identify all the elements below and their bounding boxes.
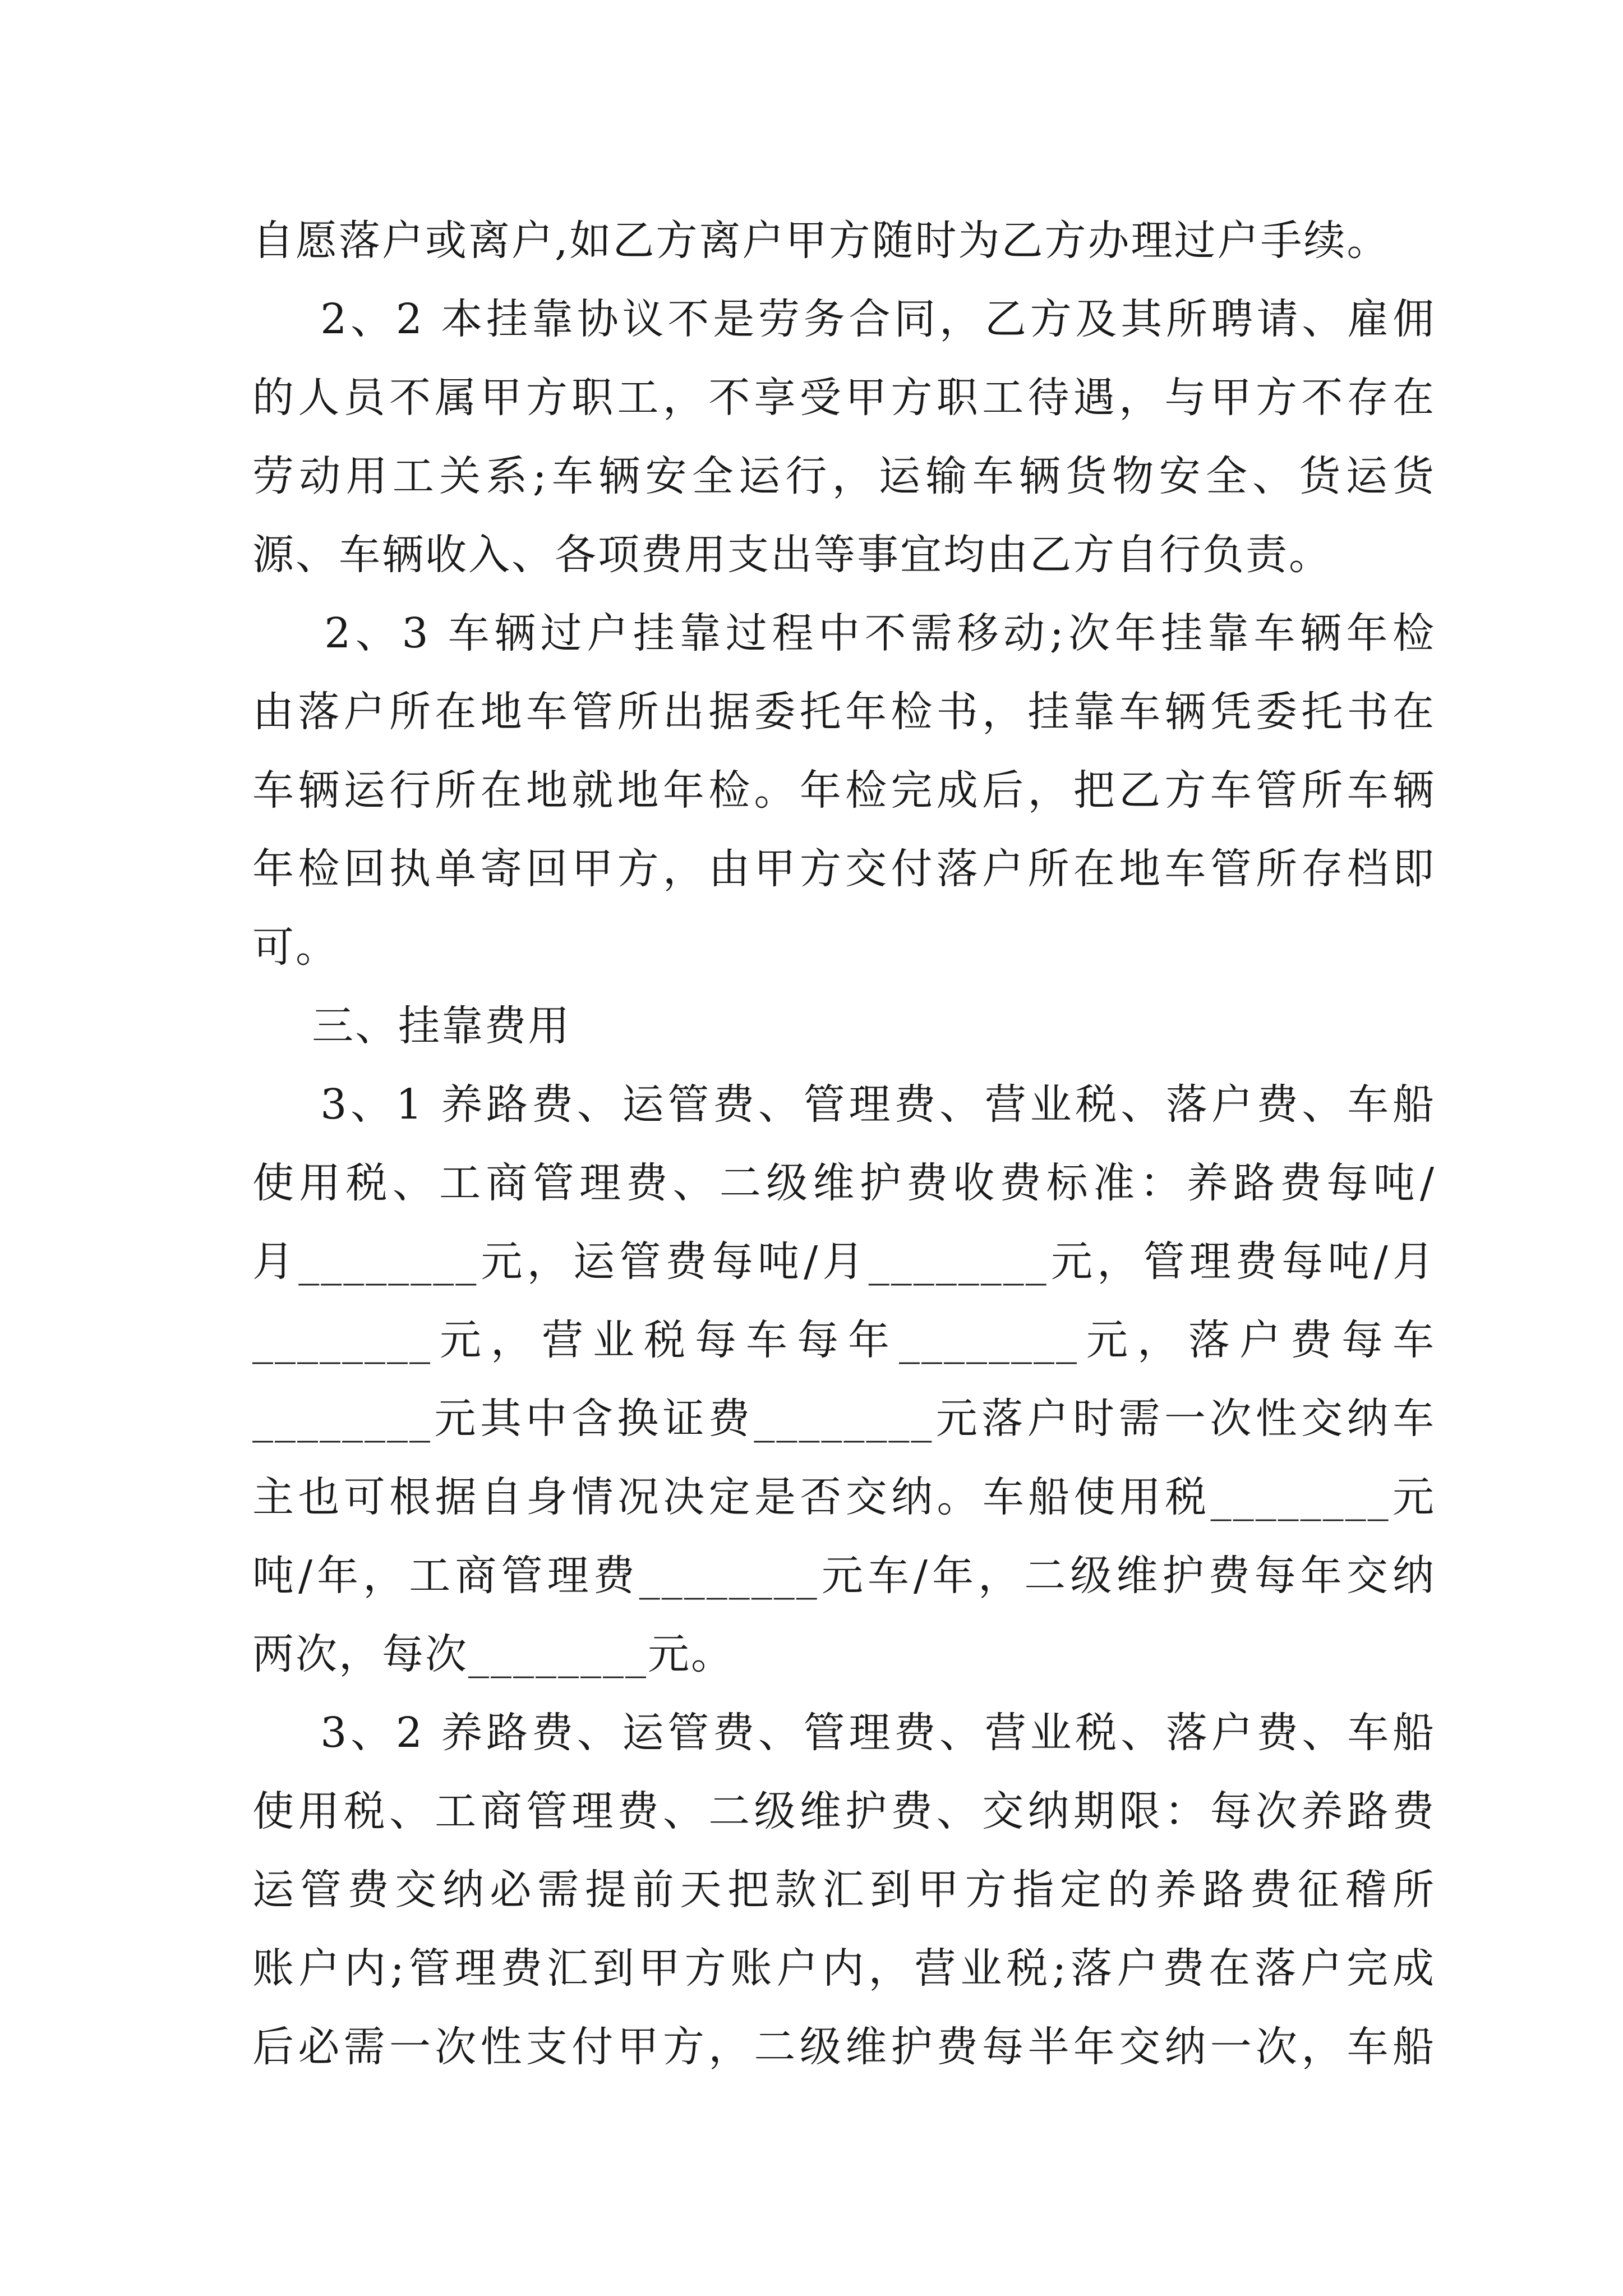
section-heading: 三、挂靠费用 (252, 1002, 571, 1050)
text-line: 自愿落户或离户,如乙方离户甲方随时为乙方办理过户手续。 (252, 217, 1390, 265)
text-line: 使用税、工商管理费、二级维护费、交纳期限：每次养路费 (252, 1787, 1436, 1835)
text-line: 3、2 养路费、运管费、管理费、营业税、落户费、车船 (252, 1709, 1436, 1757)
text-line: ________元其中含换证费________元落户时需一次性交纳车 (252, 1395, 1436, 1443)
text-line: 两次，每次________元。 (252, 1630, 734, 1678)
text-line: 账户内;管理费汇到甲方账户内，营业税;落户费在落户完成 (252, 1944, 1436, 1993)
text-line: ________元，营业税每车每年________元，落户费每车 (252, 1316, 1436, 1364)
text-line: 劳动用工关系;车辆安全运行，运输车辆货物安全、货运货 (252, 452, 1436, 500)
text-line: 由落户所在地车管所出据委托年检书，挂靠车辆凭委托书在 (252, 688, 1436, 736)
text-line: 2、3 车辆过户挂靠过程中不需移动;次年挂靠车辆年检 (252, 609, 1436, 657)
text-line: 的人员不属甲方职工，不享受甲方职工待遇，与甲方不存在 (252, 374, 1436, 422)
text-line: 月________元，运管费每吨/月________元，管理费每吨/月 (252, 1237, 1436, 1286)
text-line: 运管费交纳必需提前天把款汇到甲方指定的养路费征稽所 (252, 1866, 1436, 1914)
text-line: 使用税、工商管理费、二级维护费收费标准：养路费每吨/ (252, 1159, 1436, 1207)
text-line: 年检回执单寄回甲方，由甲方交付落户所在地车管所存档即 (252, 845, 1436, 893)
text-line: 可。 (252, 923, 339, 972)
text-line: 源、车辆收入、各项费用支出等事宜均由乙方自行负责。 (252, 531, 1332, 579)
text-line: 吨/年，工商管理费________元车/年，二级维护费每年交纳 (252, 1552, 1436, 1600)
text-line: 后必需一次性支付甲方，二级维护费每半年交纳一次，车船 (252, 2023, 1436, 2071)
text-line: 2、2 本挂靠协议不是劳务合同，乙方及其所聘请、雇佣 (252, 295, 1436, 343)
text-line: 车辆运行所在地就地年检。年检完成后，把乙方车管所车辆 (252, 766, 1436, 815)
text-line: 3、1 养路费、运管费、管理费、营业税、落户费、车船 (252, 1080, 1436, 1129)
text-line: 主也可根据自身情况决定是否交纳。车船使用税________元 (252, 1473, 1436, 1521)
